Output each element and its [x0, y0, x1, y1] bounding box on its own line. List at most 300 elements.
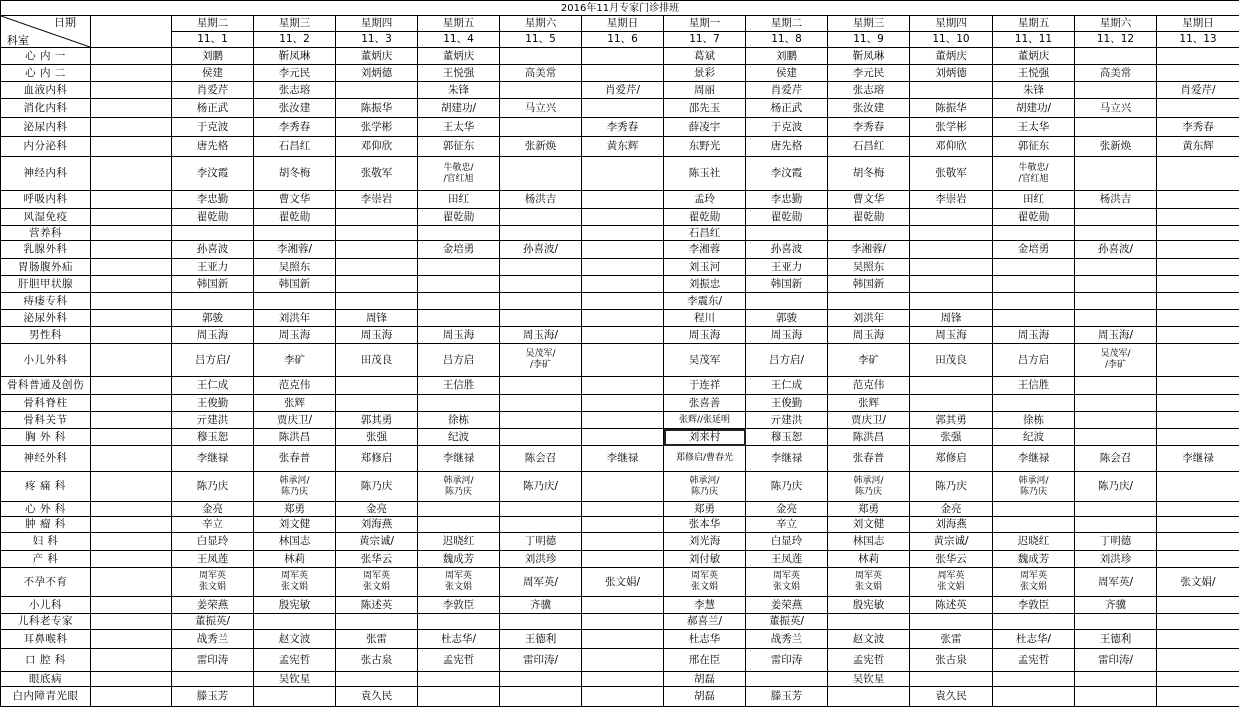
schedule-cell[interactable] [336, 226, 418, 241]
schedule-cell[interactable]: 周玉海/ [500, 327, 582, 344]
schedule-cell[interactable] [254, 293, 336, 310]
schedule-cell[interactable] [910, 395, 993, 412]
schedule-cell[interactable] [1075, 259, 1157, 276]
blank-cell[interactable] [91, 48, 172, 65]
schedule-cell[interactable]: 田红 [418, 191, 500, 209]
schedule-cell[interactable] [336, 568, 418, 597]
schedule-cell[interactable] [582, 157, 664, 191]
schedule-cell[interactable]: 郑勇 [254, 502, 336, 517]
blank-cell[interactable] [91, 99, 172, 118]
schedule-cell[interactable] [910, 614, 993, 630]
schedule-cell[interactable]: 陈会召 [500, 446, 582, 472]
schedule-cell[interactable] [910, 226, 993, 241]
schedule-cell[interactable]: 黄东辉 [582, 137, 664, 157]
schedule-cell[interactable]: 陈述英 [336, 597, 418, 614]
schedule-cell[interactable] [336, 276, 418, 293]
schedule-cell[interactable]: 韩国新 [828, 276, 910, 293]
schedule-cell[interactable]: 周玉海 [172, 327, 254, 344]
schedule-cell[interactable] [910, 209, 993, 226]
schedule-cell[interactable] [500, 517, 582, 533]
schedule-cell[interactable]: 范克伟 [254, 377, 336, 395]
schedule-cell[interactable]: 翟乾勋 [993, 209, 1075, 226]
schedule-cell[interactable] [1075, 310, 1157, 327]
schedule-cell[interactable] [336, 377, 418, 395]
schedule-cell[interactable]: 张汝建 [828, 99, 910, 118]
schedule-cell[interactable]: 于连祥 [664, 377, 746, 395]
date-header[interactable]: 11、12 [1075, 32, 1157, 48]
schedule-cell[interactable] [1075, 395, 1157, 412]
weekday-header[interactable]: 星期五 [993, 16, 1075, 32]
schedule-cell[interactable]: 刘文健 [828, 517, 910, 533]
schedule-cell[interactable]: 李震东/ [664, 293, 746, 310]
schedule-cell[interactable] [500, 209, 582, 226]
schedule-cell[interactable] [1157, 226, 1239, 241]
blank-cell[interactable] [91, 209, 172, 226]
schedule-cell[interactable] [993, 517, 1075, 533]
schedule-cell[interactable]: 张新焕 [1075, 137, 1157, 157]
schedule-cell[interactable]: 肖爱芹/ [1157, 82, 1239, 99]
schedule-cell[interactable]: 陈振华 [336, 99, 418, 118]
schedule-cell[interactable] [1157, 276, 1239, 293]
schedule-cell[interactable]: 陈乃庆 [910, 472, 993, 502]
schedule-cell[interactable] [418, 502, 500, 517]
schedule-cell[interactable]: 金培勇 [993, 241, 1075, 259]
schedule-cell[interactable]: 石昌红 [828, 137, 910, 157]
schedule-cell[interactable]: 肖爱芹 [746, 82, 828, 99]
dept-name-cell[interactable]: 眼底病 [1, 672, 91, 687]
schedule-cell[interactable]: 孟宪哲 [828, 649, 910, 672]
schedule-cell[interactable]: 滕玉芳 [746, 687, 828, 707]
blank-cell[interactable] [91, 687, 172, 707]
blank-cell[interactable] [91, 412, 172, 429]
blank-cell[interactable] [91, 649, 172, 672]
schedule-cell[interactable]: 张华云 [336, 551, 418, 568]
schedule-cell[interactable] [582, 241, 664, 259]
schedule-cell[interactable]: 李湘蓉 [664, 241, 746, 259]
schedule-cell[interactable]: 林国志 [828, 533, 910, 551]
dept-name-cell[interactable]: 呼吸内科 [1, 191, 91, 209]
schedule-cell[interactable]: 齐骥 [500, 597, 582, 614]
schedule-cell[interactable]: 黄东辉 [1157, 137, 1239, 157]
schedule-cell[interactable]: 张雷 [336, 630, 418, 649]
dept-name-cell[interactable]: 白内障青光眼 [1, 687, 91, 707]
schedule-cell[interactable] [664, 472, 746, 502]
dept-name-cell[interactable]: 心 外 科 [1, 502, 91, 517]
schedule-cell[interactable]: 马立兴 [500, 99, 582, 118]
schedule-cell[interactable] [1075, 157, 1157, 191]
schedule-cell[interactable] [500, 293, 582, 310]
schedule-cell[interactable]: 董炳庆 [336, 48, 418, 65]
schedule-cell[interactable] [500, 344, 582, 377]
dept-name-cell[interactable]: 骨科关节 [1, 412, 91, 429]
weekday-header[interactable]: 星期六 [1075, 16, 1157, 32]
schedule-cell[interactable] [1157, 48, 1239, 65]
schedule-cell[interactable]: 杨洪吉 [1075, 191, 1157, 209]
schedule-cell[interactable] [336, 209, 418, 226]
schedule-cell[interactable] [993, 672, 1075, 687]
schedule-cell[interactable]: 丁明德 [500, 533, 582, 551]
schedule-cell[interactable]: 陈会召 [1075, 446, 1157, 472]
schedule-cell[interactable]: 张敬军 [336, 157, 418, 191]
dept-name-cell[interactable]: 营养科 [1, 226, 91, 241]
schedule-cell[interactable] [828, 614, 910, 630]
schedule-cell[interactable]: 陈乃庆 [336, 472, 418, 502]
schedule-cell[interactable]: 张文娟/ [582, 568, 664, 597]
schedule-cell[interactable]: 肖爱芹/ [582, 82, 664, 99]
schedule-cell[interactable] [1075, 517, 1157, 533]
schedule-cell[interactable] [172, 568, 254, 597]
schedule-cell[interactable] [1075, 502, 1157, 517]
schedule-cell[interactable]: 韩国新 [254, 276, 336, 293]
schedule-cell[interactable]: 胡冬梅 [828, 157, 910, 191]
schedule-cell[interactable] [500, 82, 582, 99]
schedule-cell[interactable] [582, 533, 664, 551]
dept-name-cell[interactable]: 口 腔 科 [1, 649, 91, 672]
schedule-cell[interactable]: 刘炳德 [336, 65, 418, 82]
schedule-cell[interactable] [418, 293, 500, 310]
schedule-cell[interactable] [582, 99, 664, 118]
schedule-cell[interactable]: 陈乃庆/ [1075, 472, 1157, 502]
schedule-cell[interactable]: 王信胜 [993, 377, 1075, 395]
schedule-cell[interactable] [1157, 649, 1239, 672]
schedule-cell[interactable]: 李秀春 [828, 118, 910, 137]
schedule-cell[interactable]: 亓建洪 [172, 412, 254, 429]
schedule-cell[interactable]: 田茂良 [910, 344, 993, 377]
schedule-cell[interactable]: 王德利 [500, 630, 582, 649]
schedule-cell[interactable]: 刘洪珍 [500, 551, 582, 568]
schedule-cell[interactable]: 郑修启 [336, 446, 418, 472]
schedule-cell[interactable] [582, 472, 664, 502]
schedule-cell[interactable]: 杨正武 [746, 99, 828, 118]
schedule-cell[interactable]: 张文娟/ [1157, 568, 1239, 597]
schedule-cell[interactable]: 刘振忠 [664, 276, 746, 293]
schedule-cell[interactable] [172, 226, 254, 241]
schedule-cell[interactable] [582, 687, 664, 707]
schedule-cell[interactable] [1075, 209, 1157, 226]
schedule-cell[interactable]: 李慧 [664, 597, 746, 614]
schedule-cell[interactable]: 张志瑢 [254, 82, 336, 99]
schedule-cell[interactable]: 李忠勤 [746, 191, 828, 209]
schedule-cell[interactable]: 董炳庆 [418, 48, 500, 65]
schedule-cell[interactable]: 肖爱芹 [172, 82, 254, 99]
schedule-cell[interactable] [582, 412, 664, 429]
schedule-cell[interactable]: 刘洪年 [254, 310, 336, 327]
schedule-cell[interactable]: 李元民 [828, 65, 910, 82]
blank-cell[interactable] [91, 672, 172, 687]
schedule-cell[interactable]: 李继禄 [1157, 446, 1239, 472]
schedule-cell[interactable]: 迟晓红 [993, 533, 1075, 551]
schedule-cell[interactable] [254, 614, 336, 630]
schedule-cell[interactable]: 刘洪珍 [1075, 551, 1157, 568]
schedule-cell[interactable]: 陈乃庆/ [500, 472, 582, 502]
schedule-cell[interactable]: 周军英/ [1075, 568, 1157, 597]
schedule-cell[interactable] [1157, 99, 1239, 118]
schedule-cell[interactable]: 孟宪哲 [418, 649, 500, 672]
blank-cell[interactable] [91, 429, 172, 446]
schedule-cell[interactable] [336, 259, 418, 276]
schedule-cell[interactable] [993, 157, 1075, 191]
schedule-cell[interactable] [993, 395, 1075, 412]
schedule-cell[interactable] [418, 157, 500, 191]
schedule-cell[interactable]: 周玉海 [254, 327, 336, 344]
schedule-cell[interactable] [582, 48, 664, 65]
schedule-cell[interactable]: 周玉海 [910, 327, 993, 344]
schedule-cell[interactable]: 李湘蓉/ [828, 241, 910, 259]
schedule-cell[interactable]: 黄宗诚/ [336, 533, 418, 551]
schedule-cell[interactable] [993, 472, 1075, 502]
dept-name-cell[interactable]: 不孕不育 [1, 568, 91, 597]
schedule-cell[interactable]: 孙喜波 [746, 241, 828, 259]
weekday-header[interactable]: 星期四 [336, 16, 418, 32]
weekday-header[interactable]: 星期日 [582, 16, 664, 32]
schedule-cell[interactable]: 姜荣燕 [746, 597, 828, 614]
schedule-cell[interactable] [500, 395, 582, 412]
schedule-cell[interactable]: 周玉海 [664, 327, 746, 344]
schedule-cell[interactable]: 王仁成 [172, 377, 254, 395]
schedule-cell[interactable] [1157, 65, 1239, 82]
schedule-cell[interactable] [582, 551, 664, 568]
schedule-cell[interactable]: 朱锋 [993, 82, 1075, 99]
weekday-header[interactable]: 星期五 [418, 16, 500, 32]
blank-cell[interactable] [91, 533, 172, 551]
schedule-cell[interactable]: 李汶霞 [746, 157, 828, 191]
schedule-cell[interactable]: 王俊勤 [172, 395, 254, 412]
dept-name-cell[interactable]: 痔瘘专科 [1, 293, 91, 310]
dept-name-cell[interactable]: 骨科脊柱 [1, 395, 91, 412]
dept-name-cell[interactable]: 肝胆甲状腺 [1, 276, 91, 293]
blank-cell[interactable] [91, 395, 172, 412]
schedule-cell[interactable] [828, 472, 910, 502]
schedule-cell[interactable]: 王俊勤 [746, 395, 828, 412]
schedule-cell[interactable]: 翟乾勋 [828, 209, 910, 226]
schedule-cell[interactable]: 邢在臣 [664, 649, 746, 672]
schedule-cell[interactable]: 郭其勇 [336, 412, 418, 429]
blank-cell[interactable] [91, 597, 172, 614]
schedule-cell[interactable]: 靳凤琳 [828, 48, 910, 65]
schedule-cell[interactable]: 周玉海 [336, 327, 418, 344]
schedule-cell[interactable]: 高美常 [1075, 65, 1157, 82]
schedule-cell[interactable]: 孙喜波/ [1075, 241, 1157, 259]
schedule-cell[interactable] [500, 157, 582, 191]
schedule-cell[interactable]: 张新焕 [500, 137, 582, 157]
dept-name-cell[interactable]: 乳腺外科 [1, 241, 91, 259]
dept-name-cell[interactable]: 神经外科 [1, 446, 91, 472]
schedule-cell[interactable] [746, 568, 828, 597]
schedule-cell[interactable]: 李继禄 [418, 446, 500, 472]
schedule-cell[interactable]: 李秀春 [582, 118, 664, 137]
blank-cell[interactable] [91, 259, 172, 276]
schedule-cell[interactable] [582, 630, 664, 649]
schedule-cell[interactable]: 张古泉 [336, 649, 418, 672]
schedule-cell[interactable]: 李继禄 [746, 446, 828, 472]
schedule-cell[interactable] [582, 502, 664, 517]
schedule-cell[interactable]: 周丽 [664, 82, 746, 99]
schedule-cell[interactable]: 邵先玉 [664, 99, 746, 118]
schedule-cell[interactable] [1157, 241, 1239, 259]
schedule-cell[interactable]: 王悦强 [993, 65, 1075, 82]
schedule-cell[interactable]: 刘鹏 [172, 48, 254, 65]
schedule-cell[interactable] [172, 293, 254, 310]
schedule-cell[interactable]: 亓建洪 [746, 412, 828, 429]
date-header[interactable]: 11、3 [336, 32, 418, 48]
schedule-cell[interactable] [746, 672, 828, 687]
schedule-cell[interactable] [993, 687, 1075, 707]
blank-cell[interactable] [91, 344, 172, 377]
schedule-cell[interactable]: 杨正武 [172, 99, 254, 118]
schedule-cell[interactable]: 胡磊 [664, 687, 746, 707]
weekday-header[interactable]: 星期日 [1157, 16, 1239, 32]
schedule-cell[interactable]: 李敦臣 [993, 597, 1075, 614]
schedule-cell[interactable]: 董振英/ [746, 614, 828, 630]
schedule-cell[interactable]: 赵文波 [828, 630, 910, 649]
schedule-cell[interactable]: 王德利 [1075, 630, 1157, 649]
schedule-cell[interactable]: 殷宪敏 [254, 597, 336, 614]
schedule-cell[interactable] [1075, 672, 1157, 687]
schedule-cell[interactable]: 翟乾勋 [664, 209, 746, 226]
schedule-cell[interactable] [1157, 614, 1239, 630]
schedule-cell[interactable]: 贾庆卫/ [254, 412, 336, 429]
schedule-cell[interactable] [1157, 344, 1239, 377]
schedule-cell[interactable] [1075, 48, 1157, 65]
schedule-cell[interactable] [336, 614, 418, 630]
schedule-cell[interactable]: 周军英/ [500, 568, 582, 597]
schedule-cell[interactable] [582, 597, 664, 614]
dept-name-cell[interactable]: 消化内科 [1, 99, 91, 118]
date-header[interactable]: 11、11 [993, 32, 1075, 48]
schedule-cell[interactable]: 张辉 [828, 395, 910, 412]
schedule-cell[interactable]: 金亮 [336, 502, 418, 517]
schedule-cell[interactable]: 辛立 [172, 517, 254, 533]
blank-cell[interactable] [91, 310, 172, 327]
dept-name-cell[interactable]: 内分泌科 [1, 137, 91, 157]
schedule-cell[interactable] [1075, 687, 1157, 707]
schedule-cell[interactable]: 胡建功/ [993, 99, 1075, 118]
schedule-cell[interactable]: 王信胜 [418, 377, 500, 395]
schedule-cell[interactable] [1157, 429, 1239, 446]
schedule-cell[interactable] [582, 65, 664, 82]
dept-name-cell[interactable]: 心 内 一 [1, 48, 91, 65]
schedule-cell[interactable]: 战秀兰 [172, 630, 254, 649]
schedule-cell[interactable] [1157, 533, 1239, 551]
schedule-cell[interactable] [582, 310, 664, 327]
date-header[interactable]: 11、6 [582, 32, 664, 48]
weekday-header[interactable]: 星期二 [172, 16, 254, 32]
schedule-cell[interactable] [1157, 502, 1239, 517]
schedule-cell[interactable]: 贾庆卫/ [828, 412, 910, 429]
schedule-cell[interactable]: 辛立 [746, 517, 828, 533]
schedule-cell[interactable]: 郑修启 [910, 446, 993, 472]
date-header[interactable]: 11、2 [254, 32, 336, 48]
date-header[interactable]: 11、9 [828, 32, 910, 48]
schedule-cell[interactable]: 周锋 [336, 310, 418, 327]
schedule-cell[interactable] [418, 614, 500, 630]
schedule-cell[interactable]: 张志瑢 [828, 82, 910, 99]
dept-name-cell[interactable]: 儿科老专家 [1, 614, 91, 630]
schedule-cell[interactable]: 胡磊 [664, 672, 746, 687]
schedule-cell[interactable] [582, 226, 664, 241]
schedule-cell[interactable]: 黄宗诚/ [910, 533, 993, 551]
schedule-cell[interactable] [910, 82, 993, 99]
schedule-cell[interactable] [828, 568, 910, 597]
schedule-cell[interactable]: 陈述英 [910, 597, 993, 614]
schedule-cell[interactable]: 王太华 [418, 118, 500, 137]
schedule-cell[interactable]: 王悦强 [418, 65, 500, 82]
schedule-cell[interactable]: 陈振华 [910, 99, 993, 118]
schedule-cell[interactable]: 王凤莲 [746, 551, 828, 568]
schedule-cell[interactable]: 陈乃庆 [172, 472, 254, 502]
schedule-cell[interactable]: 李忠勤 [172, 191, 254, 209]
schedule-cell[interactable] [993, 226, 1075, 241]
schedule-cell[interactable] [582, 614, 664, 630]
schedule-cell[interactable]: 胡建功/ [418, 99, 500, 118]
schedule-cell[interactable]: 张敬军 [910, 157, 993, 191]
date-header[interactable]: 11、8 [746, 32, 828, 48]
schedule-cell[interactable]: 赵文波 [254, 630, 336, 649]
schedule-cell[interactable]: 郭其勇 [910, 412, 993, 429]
schedule-cell[interactable]: 孟宪哲 [993, 649, 1075, 672]
schedule-cell[interactable]: 吕方启 [418, 344, 500, 377]
blank-cell[interactable] [91, 327, 172, 344]
dept-name-cell[interactable]: 心 内 二 [1, 65, 91, 82]
schedule-cell[interactable]: 刘炳德 [910, 65, 993, 82]
schedule-cell[interactable] [1075, 118, 1157, 137]
schedule-cell[interactable] [1157, 293, 1239, 310]
schedule-cell[interactable]: 刘来村 [664, 429, 746, 446]
date-header[interactable]: 11、13 [1157, 32, 1239, 48]
schedule-cell[interactable] [1075, 226, 1157, 241]
schedule-cell[interactable]: 袁久民 [910, 687, 993, 707]
dept-name-cell[interactable]: 胃肠腹外疝 [1, 259, 91, 276]
schedule-cell[interactable] [1075, 614, 1157, 630]
schedule-cell[interactable] [500, 687, 582, 707]
schedule-cell[interactable]: 吴茂军 [664, 344, 746, 377]
schedule-cell[interactable]: 张辉//张延明 [664, 412, 746, 429]
blank-cell[interactable] [91, 502, 172, 517]
schedule-cell[interactable]: 葛斌 [664, 48, 746, 65]
schedule-cell[interactable]: 王亚力 [746, 259, 828, 276]
schedule-cell[interactable]: 吴照东 [254, 259, 336, 276]
schedule-cell[interactable] [418, 226, 500, 241]
schedule-cell[interactable]: 杜志华/ [418, 630, 500, 649]
schedule-cell[interactable] [1157, 517, 1239, 533]
schedule-cell[interactable] [910, 293, 993, 310]
schedule-cell[interactable] [582, 191, 664, 209]
schedule-cell[interactable]: 金亮 [746, 502, 828, 517]
schedule-cell[interactable]: 丁明德 [1075, 533, 1157, 551]
schedule-cell[interactable]: 吴钦星 [254, 672, 336, 687]
weekday-header[interactable]: 星期三 [254, 16, 336, 32]
schedule-cell[interactable]: 张学彬 [336, 118, 418, 137]
schedule-cell[interactable]: 李敦臣 [418, 597, 500, 614]
schedule-cell[interactable]: 刘玉河 [664, 259, 746, 276]
schedule-cell[interactable]: 周玉海/ [1075, 327, 1157, 344]
date-header[interactable]: 11、1 [172, 32, 254, 48]
schedule-cell[interactable]: 董振英/ [172, 614, 254, 630]
schedule-cell[interactable]: 郭征东 [993, 137, 1075, 157]
schedule-cell[interactable] [254, 472, 336, 502]
blank-cell[interactable] [91, 157, 172, 191]
schedule-cell[interactable] [582, 276, 664, 293]
schedule-cell[interactable] [336, 293, 418, 310]
schedule-cell[interactable]: 翟乾勋 [746, 209, 828, 226]
blank-cell[interactable] [91, 82, 172, 99]
schedule-cell[interactable]: 吴钦星 [828, 672, 910, 687]
schedule-cell[interactable] [1075, 377, 1157, 395]
schedule-cell[interactable] [1157, 191, 1239, 209]
schedule-cell[interactable]: 穆玉恕 [746, 429, 828, 446]
schedule-cell[interactable] [910, 672, 993, 687]
schedule-cell[interactable]: 吕方启 [993, 344, 1075, 377]
